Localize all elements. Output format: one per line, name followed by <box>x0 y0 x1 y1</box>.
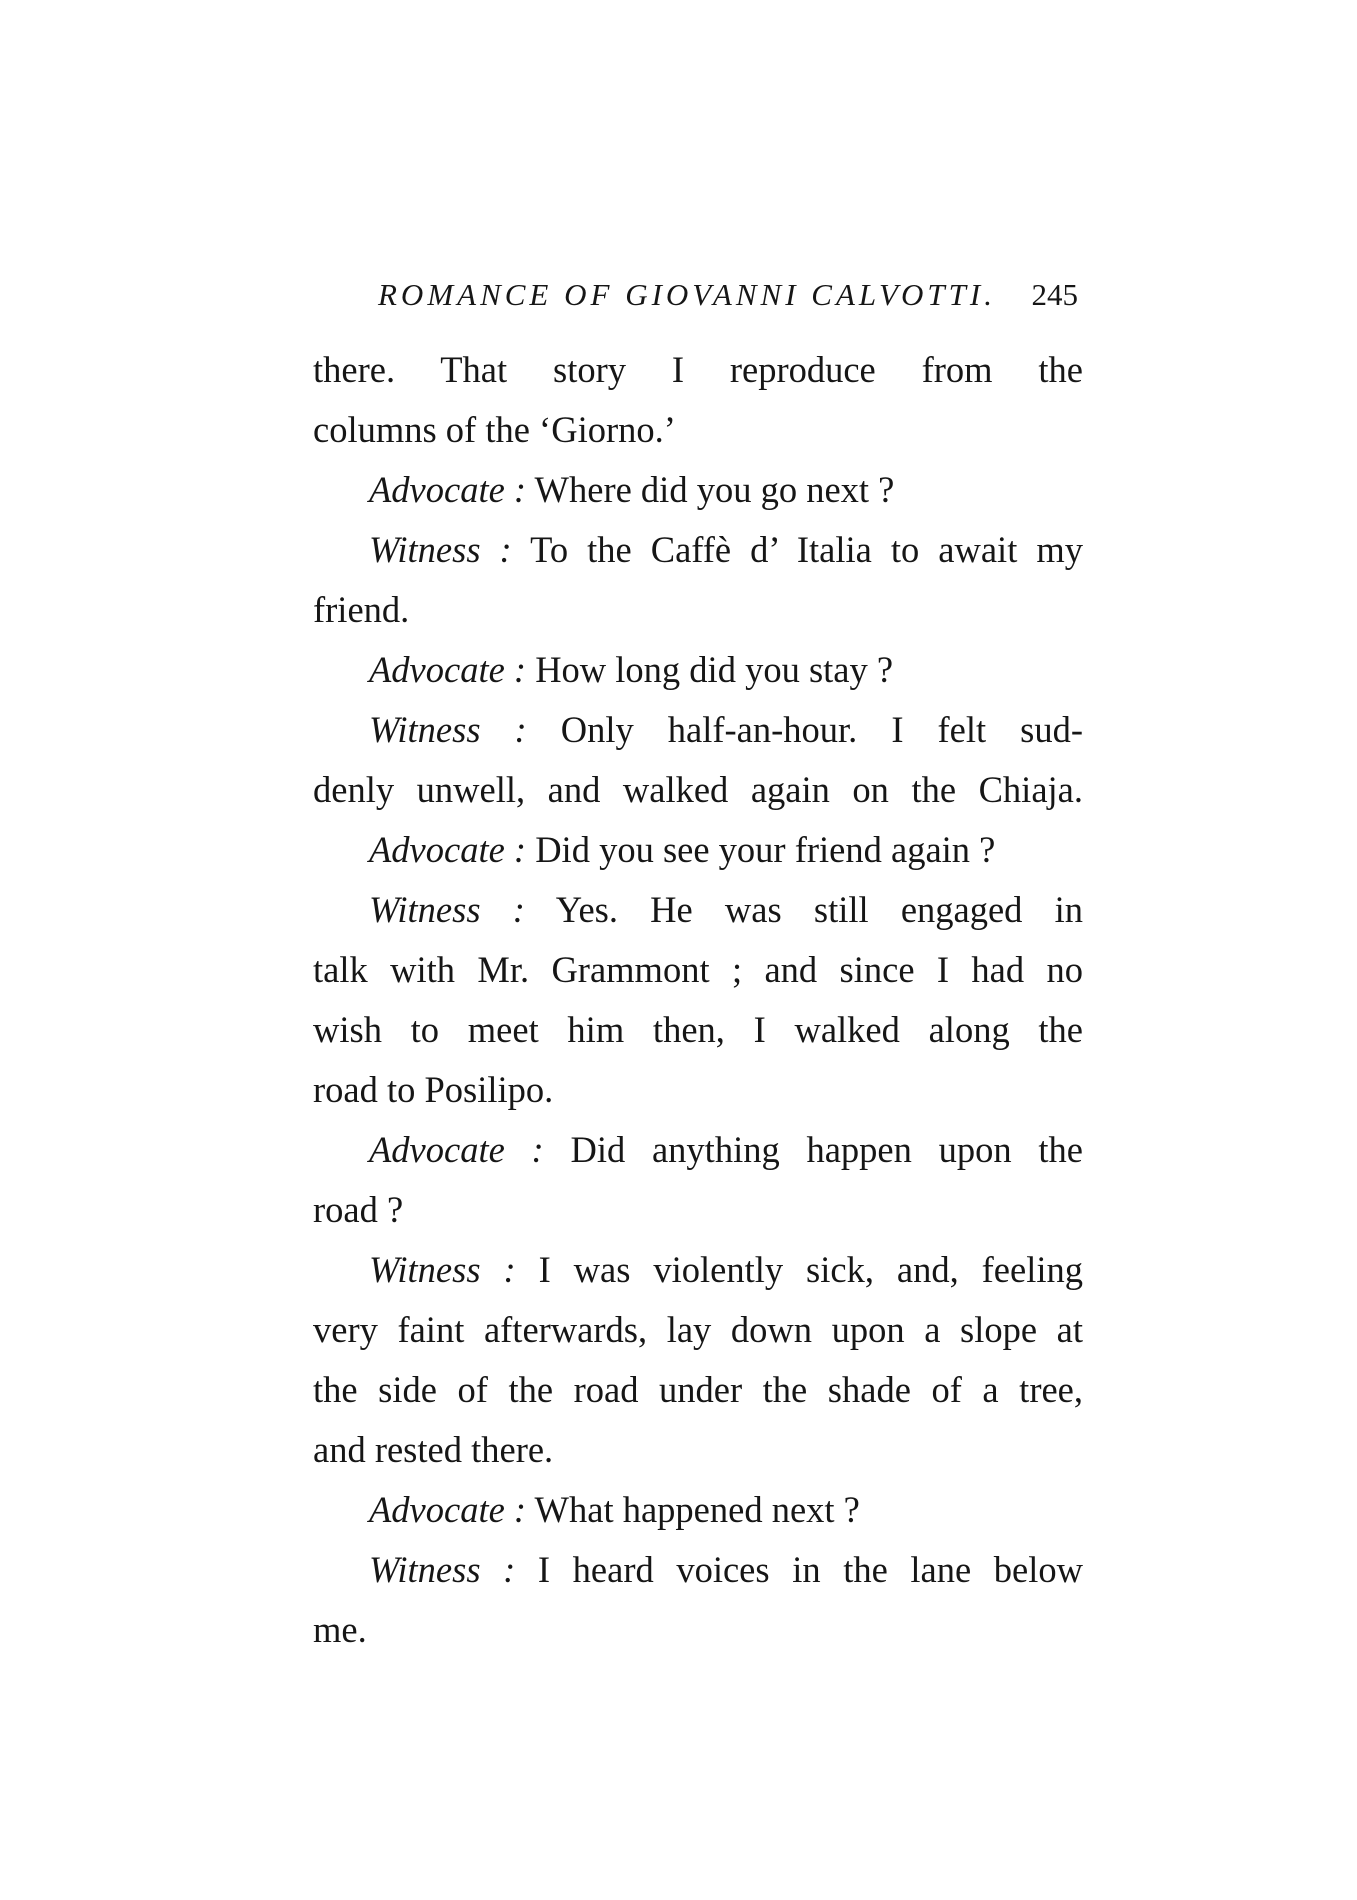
line-text: the side of the road under the shade of a tree, <box>313 1369 1083 1410</box>
dialogue-line <box>313 700 1083 760</box>
text-line <box>313 1420 1083 1480</box>
line-text: denly unwell, and walked again on the Chiaja. <box>313 769 1083 810</box>
line-text: How long did you stay ? <box>535 649 894 690</box>
speaker-label: Advocate : <box>369 829 527 870</box>
line-text: there. That story I reproduce from the <box>313 349 1083 390</box>
speaker-label: Advocate : <box>369 1489 527 1530</box>
speaker-label: Witness : <box>369 1249 516 1290</box>
line-text: Where did you go next ? <box>534 469 895 510</box>
line-text: wish to meet him then, I walked along the <box>313 1009 1083 1050</box>
running-head <box>378 273 1078 317</box>
dialogue-line <box>313 820 1083 880</box>
running-title: ROMANCE OF GIOVANNI CALVOTTI. <box>378 277 996 312</box>
text-line <box>313 760 1083 820</box>
line-text: talk with Mr. Grammont ; and since I had no <box>313 949 1083 990</box>
text-line <box>313 1000 1083 1060</box>
speaker-label: Witness : <box>369 1549 516 1590</box>
page-number: 245 <box>1031 277 1078 312</box>
dialogue-line <box>313 460 1083 520</box>
text-line <box>313 400 1083 460</box>
speaker-label: Witness : <box>369 709 527 750</box>
line-text: I was violently sick, and, feeling <box>538 1249 1083 1290</box>
text-line <box>313 1300 1083 1360</box>
speaker-label: Advocate : <box>369 649 527 690</box>
text-line <box>313 1600 1083 1660</box>
speaker-label: Witness : <box>369 529 512 570</box>
dialogue-line <box>313 640 1083 700</box>
line-text: friend. <box>313 589 410 630</box>
line-text: Only half-an-hour. I felt sud- <box>560 709 1084 750</box>
line-text: and rested there. <box>313 1429 554 1470</box>
line-text: road ? <box>313 1189 404 1230</box>
line-text: very faint afterwards, lay down upon a slope at <box>313 1309 1083 1350</box>
text-line <box>313 940 1083 1000</box>
speaker-label: Advocate : <box>369 1129 544 1170</box>
line-text: I heard voices in the lane below <box>537 1549 1083 1590</box>
line-text: Did anything happen upon the <box>570 1129 1083 1170</box>
dialogue-line <box>313 1540 1083 1600</box>
dialogue-line <box>313 1120 1083 1180</box>
line-text: What happened next ? <box>534 1489 860 1530</box>
dialogue-line <box>313 520 1083 580</box>
speaker-label: Witness : <box>369 889 525 930</box>
line-text: me. <box>313 1609 367 1650</box>
line-text: To the Caffè d’ Italia to await my <box>530 529 1084 570</box>
text-line <box>313 1060 1083 1120</box>
line-text: Yes. He was still engaged in <box>555 889 1084 930</box>
dialogue-line <box>313 880 1083 940</box>
line-text: road to Posilipo. <box>313 1069 554 1110</box>
text-line <box>313 580 1083 640</box>
line-text: Did you see your friend again ? <box>535 829 996 870</box>
speaker-label: Advocate : <box>369 469 527 510</box>
text-line <box>313 1360 1083 1420</box>
dialogue-line <box>313 1480 1083 1540</box>
dialogue-line <box>313 1240 1083 1300</box>
text-line <box>313 340 1083 400</box>
line-text: columns of the ‘Giorno.’ <box>313 409 676 450</box>
text-line <box>313 1180 1083 1240</box>
